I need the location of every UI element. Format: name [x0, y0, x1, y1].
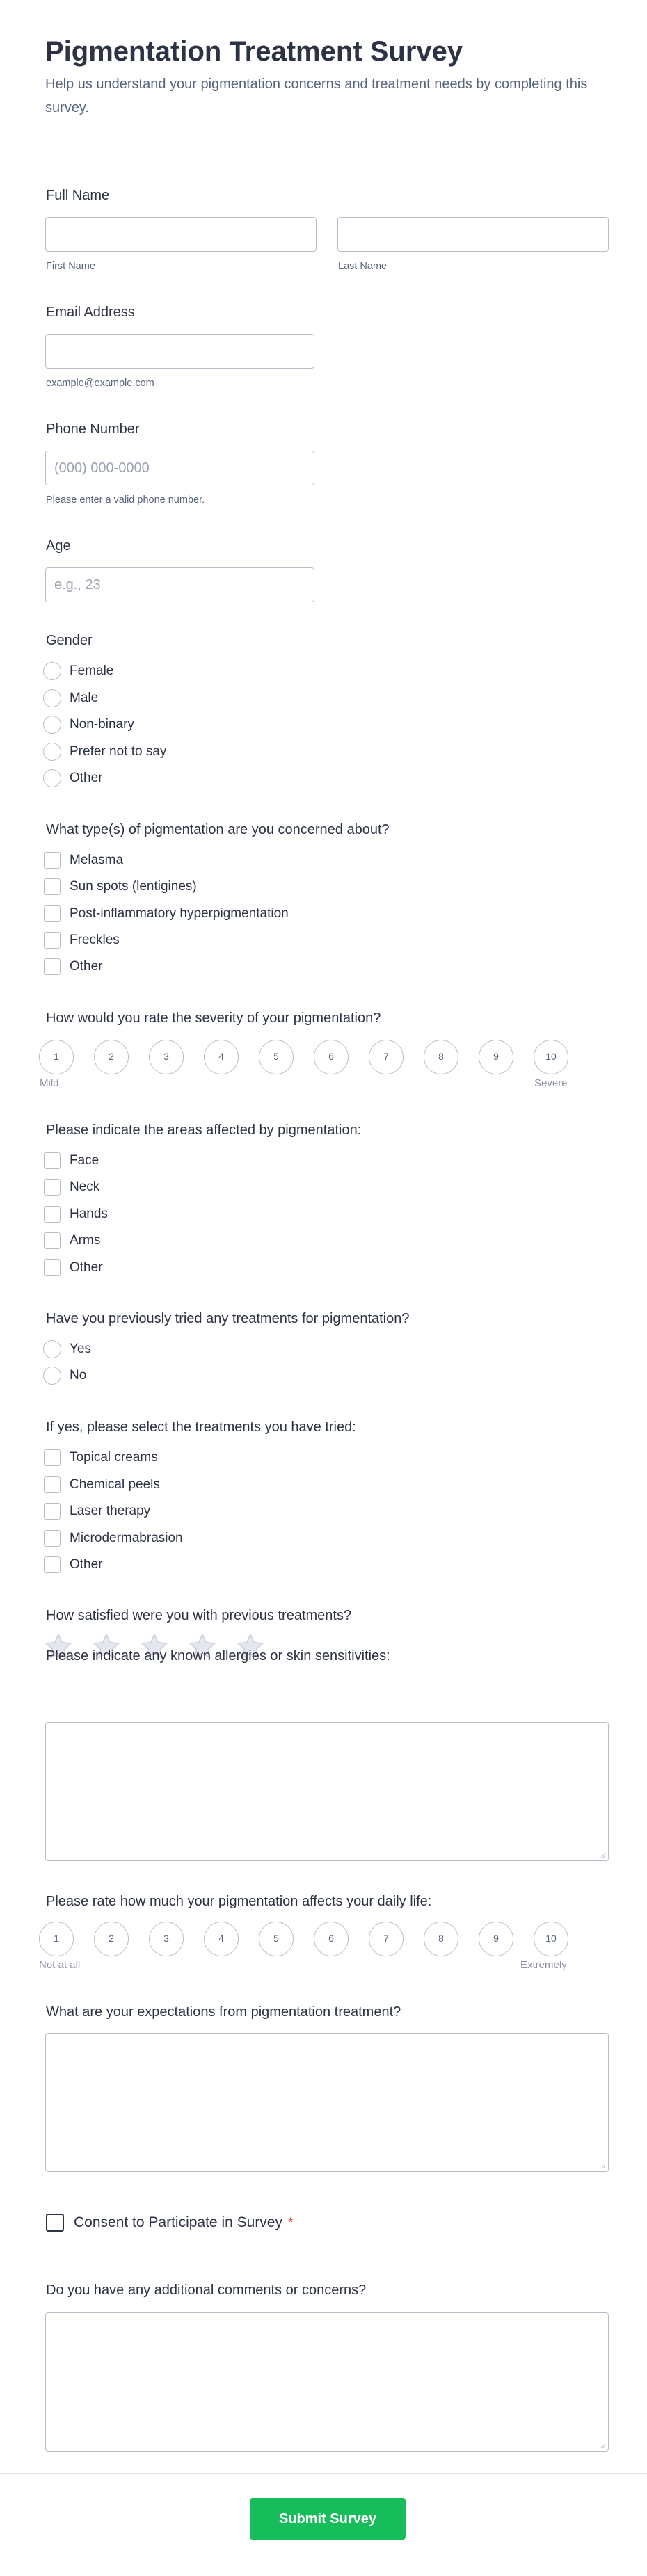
form-description: Help us understand your pigmentation concerns and treatment needs by completing this survey.: [45, 77, 588, 115]
resize-grip-icon[interactable]: [599, 2442, 606, 2449]
expectations-label: What are your expectations from pigmentation treatment?: [46, 2004, 401, 2020]
resize-grip-icon[interactable]: [599, 2162, 606, 2169]
severity-label: How would you rate the severity of your pigmentation?: [46, 1011, 381, 1026]
daily-life-max-label: Extremely: [520, 1959, 567, 1971]
area-option-other[interactable]: [43, 1257, 103, 1278]
pigmentation-option-other[interactable]: [43, 956, 103, 977]
last-name-input[interactable]: [337, 217, 609, 252]
treatment-option-peels[interactable]: [43, 1474, 160, 1495]
age-label: Age: [46, 538, 71, 554]
treatment-option-laser[interactable]: [43, 1501, 150, 1522]
tried-option-yes[interactable]: [43, 1339, 91, 1360]
option-label: Other: [70, 1557, 103, 1572]
email-sublabel: example@example.com: [46, 378, 154, 389]
option-label: Other: [70, 771, 103, 785]
pigmentation-option-melasma[interactable]: [43, 850, 123, 871]
checkbox[interactable]: [44, 958, 61, 975]
severity-scale: [38, 1040, 580, 1077]
checkbox[interactable]: [44, 1476, 61, 1493]
gender-option-prefer-not[interactable]: [43, 741, 166, 762]
email-label: Email Address: [46, 305, 135, 320]
consent-checkbox-row[interactable]: [46, 2212, 294, 2234]
tried-option-no[interactable]: [43, 1365, 86, 1386]
gender-option-male[interactable]: [43, 688, 98, 709]
severity-min-label: Mild: [40, 1077, 59, 1089]
scale-option[interactable]: 5: [259, 1040, 294, 1074]
pigmentation-option-freckles[interactable]: [43, 930, 120, 951]
daily-life-scale: [38, 1922, 580, 1959]
checkbox[interactable]: [44, 1152, 61, 1169]
option-label: Prefer not to say: [70, 744, 167, 759]
allergies-textarea[interactable]: [45, 1722, 609, 1861]
checkbox[interactable]: [44, 905, 61, 922]
area-option-arms[interactable]: [43, 1230, 100, 1251]
radio-button[interactable]: [43, 1340, 61, 1358]
expectations-textarea[interactable]: [45, 2033, 609, 2172]
checkbox[interactable]: [44, 1259, 61, 1276]
scale-option[interactable]: 6: [314, 1040, 349, 1074]
treatment-option-other[interactable]: [43, 1554, 103, 1575]
checkbox[interactable]: [44, 1232, 61, 1249]
full-name-label: Full Name: [46, 188, 110, 203]
radio-button[interactable]: [43, 743, 61, 761]
checkbox[interactable]: [44, 1530, 61, 1547]
gender-label: Gender: [46, 633, 93, 648]
gender-option-non-binary[interactable]: [43, 714, 134, 735]
email-field[interactable]: [45, 334, 314, 369]
gender-option-other[interactable]: [43, 768, 103, 789]
option-label: Topical creams: [70, 1450, 158, 1465]
option-label: Neck: [70, 1180, 100, 1194]
scale-option[interactable]: 2: [94, 1922, 129, 1956]
pigmentation-option-sun-spots[interactable]: [43, 876, 197, 897]
radio-button[interactable]: [43, 1367, 61, 1385]
option-label: Hands: [70, 1207, 108, 1221]
pigmentation-option-pih[interactable]: [43, 903, 289, 924]
scale-option[interactable]: 6: [314, 1922, 349, 1956]
last-name-sublabel: Last Name: [338, 261, 388, 272]
age-input[interactable]: e.g., 23: [45, 567, 314, 602]
radio-button[interactable]: [43, 769, 61, 787]
option-label: Microdermabrasion: [70, 1531, 183, 1545]
scale-option[interactable]: 4: [204, 1922, 239, 1956]
checkbox[interactable]: [44, 932, 61, 949]
first-name-sublabel: First Name: [46, 261, 95, 272]
scale-option[interactable]: 9: [479, 1040, 513, 1074]
checkbox[interactable]: [44, 1556, 61, 1573]
allergies-label: Please indicate any known allergies or skin sensitivities:: [46, 1648, 390, 1664]
radio-button[interactable]: [43, 716, 61, 734]
pigmentation-types-label: What type(s) of pigmentation are you concerned about?: [46, 822, 390, 837]
checkbox[interactable]: [44, 1206, 61, 1223]
daily-life-min-label: Not at all: [39, 1959, 81, 1971]
area-option-hands[interactable]: [43, 1204, 108, 1225]
option-label: Other: [70, 1260, 103, 1275]
scale-option[interactable]: 3: [149, 1922, 184, 1956]
scale-option[interactable]: 2: [94, 1040, 129, 1074]
scale-option[interactable]: 1: [39, 1040, 74, 1074]
areas-label: Please indicate the areas affected by pigmentation:: [46, 1122, 362, 1138]
scale-option[interactable]: 3: [149, 1040, 184, 1074]
scale-option[interactable]: 7: [369, 1040, 404, 1074]
phone-input[interactable]: (000) 000-0000: [45, 451, 314, 485]
option-label: Chemical peels: [70, 1477, 160, 1492]
submit-button[interactable]: Submit Survey: [250, 2498, 406, 2540]
scale-option[interactable]: 8: [424, 1040, 458, 1074]
checkbox[interactable]: [44, 1179, 61, 1196]
option-label: Male: [70, 691, 99, 705]
treatment-option-topical[interactable]: [43, 1447, 158, 1468]
scale-option[interactable]: 5: [259, 1922, 294, 1956]
comments-label: Do you have any additional comments or concerns?: [46, 2283, 367, 2298]
checkbox[interactable]: [44, 1503, 61, 1520]
severity-max-label: Severe: [534, 1077, 568, 1089]
option-label: Post-inflammatory hyperpigmentation: [70, 906, 289, 921]
option-label: Female: [70, 663, 114, 678]
option-label: Yes: [70, 1342, 91, 1356]
tried-treatments-label: Have you previously tried any treatments for pigmentation?: [46, 1311, 410, 1326]
option-label: Melasma: [70, 853, 124, 867]
radio-button[interactable]: [43, 662, 61, 680]
scale-option[interactable]: 4: [204, 1040, 239, 1074]
comments-textarea[interactable]: [45, 2312, 609, 2452]
scale-option[interactable]: 10: [534, 1922, 568, 1956]
daily-life-label: Please rate how much your pigmentation affects your daily life:: [46, 1894, 432, 1909]
option-label: Freckles: [70, 933, 120, 947]
satisfaction-label: How satisfied were you with previous treatments?: [46, 1608, 352, 1623]
consent-checkbox[interactable]: [46, 2214, 64, 2232]
phone-label: Phone Number: [46, 421, 140, 437]
consent-label: Consent to Participate in Survey: [74, 2214, 282, 2230]
scale-option[interactable]: 10: [534, 1040, 568, 1074]
checkbox[interactable]: [44, 1449, 61, 1466]
option-label: Other: [70, 959, 103, 974]
first-name-input[interactable]: [45, 217, 317, 252]
resize-grip-icon[interactable]: [599, 1851, 606, 1858]
phone-sublabel: Please enter a valid phone number.: [46, 494, 205, 506]
scale-option[interactable]: 1: [39, 1922, 74, 1956]
option-label: Sun spots (lentigines): [70, 879, 197, 894]
scale-option[interactable]: 8: [424, 1922, 458, 1956]
required-asterisk: *: [288, 2214, 294, 2230]
option-label: Arms: [70, 1233, 101, 1248]
area-option-face[interactable]: [43, 1150, 99, 1171]
scale-option[interactable]: 9: [479, 1922, 513, 1956]
checkbox[interactable]: [44, 852, 61, 869]
form-header: [0, 0, 647, 154]
option-label: Face: [70, 1153, 99, 1168]
checkbox[interactable]: [44, 878, 61, 895]
scale-option[interactable]: 7: [369, 1922, 404, 1956]
option-label: Non-binary: [70, 717, 134, 732]
area-option-neck[interactable]: [43, 1177, 99, 1198]
treatments-label: If yes, please select the treatments you have tried:: [46, 1419, 356, 1435]
treatment-option-microdermabrasion[interactable]: [43, 1528, 183, 1549]
option-label: No: [70, 1368, 87, 1383]
form-title: Pigmentation Treatment Survey: [45, 36, 463, 67]
gender-option-female[interactable]: [43, 661, 113, 682]
option-label: Laser therapy: [70, 1504, 151, 1518]
radio-button[interactable]: [43, 689, 61, 707]
